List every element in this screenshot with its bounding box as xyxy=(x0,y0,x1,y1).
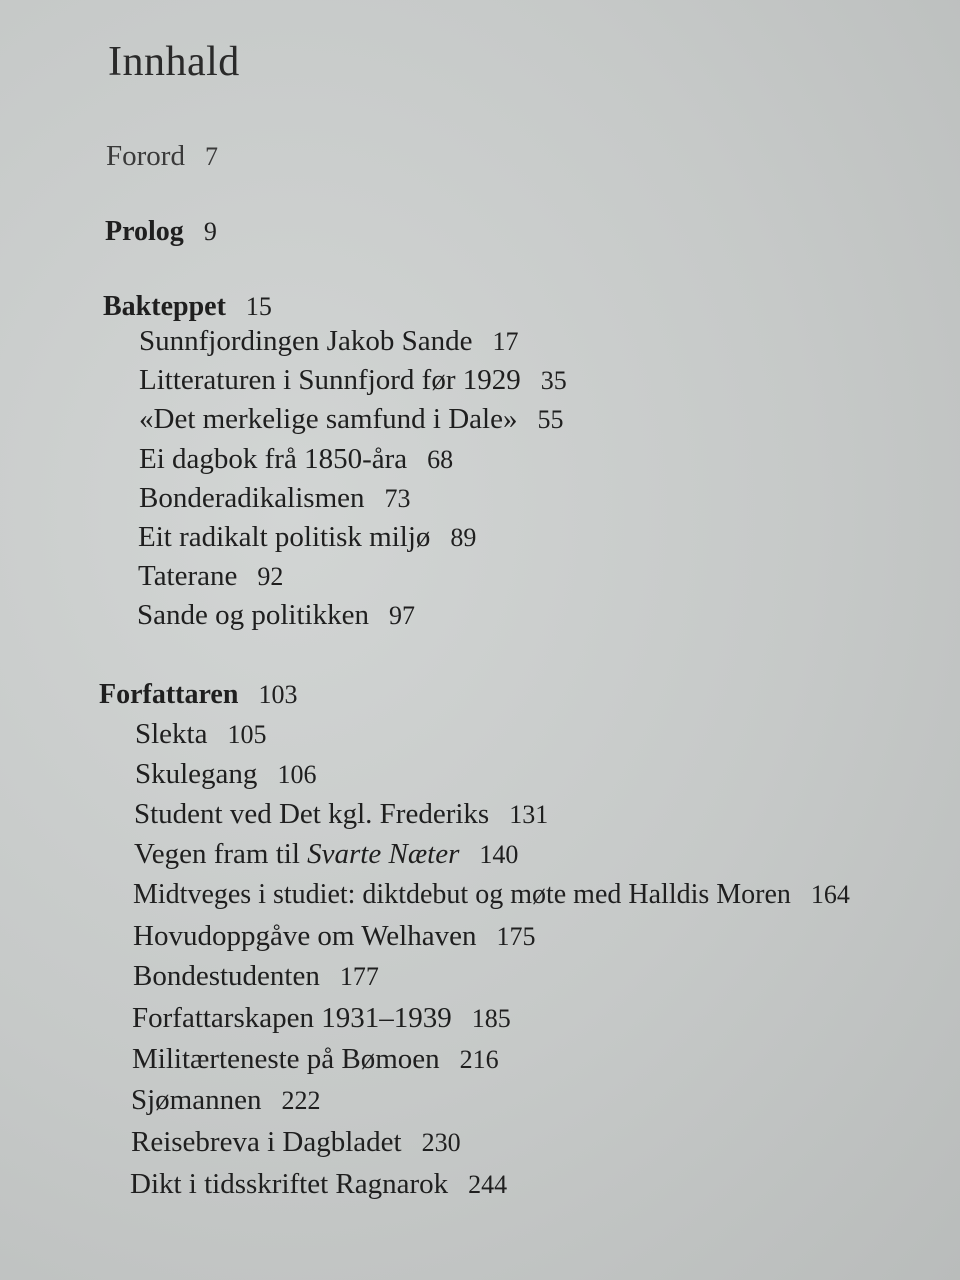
toc-item-label: Hovudoppgåve om Welhaven xyxy=(133,920,477,952)
toc-item xyxy=(134,800,548,829)
toc-item xyxy=(134,840,518,869)
toc-page-number: 7 xyxy=(204,142,218,171)
toc-item xyxy=(133,922,535,951)
toc-item xyxy=(131,1128,461,1157)
toc-item xyxy=(133,962,379,991)
toc-page-number: 222 xyxy=(281,1086,321,1115)
toc-page-number: 17 xyxy=(492,327,519,356)
toc-item xyxy=(139,327,518,356)
toc-section-bakteppet xyxy=(103,293,272,321)
toc-item-label: Sande og politikken xyxy=(137,599,369,631)
toc-item-label: Bondestudenten xyxy=(133,960,320,992)
toc-item xyxy=(137,601,415,630)
toc-section-forfattaren xyxy=(99,681,297,709)
toc-page-number: 175 xyxy=(496,922,536,951)
toc-page-number: 9 xyxy=(203,217,217,246)
toc-item-label: Ei dagbok frå 1850-åra xyxy=(139,443,408,475)
toc-item xyxy=(138,523,476,552)
toc-page-number: 216 xyxy=(459,1045,499,1074)
toc-item xyxy=(139,405,564,434)
toc-page-number: 131 xyxy=(509,800,549,829)
toc-page-number: 103 xyxy=(258,680,298,709)
toc-item-label: «Det merkelige samfund i Dale» xyxy=(139,403,518,435)
toc-item xyxy=(131,1086,321,1115)
toc-section-label: Bakteppet xyxy=(103,291,226,322)
toc-item-label: Student ved Det kgl. Frederiks xyxy=(134,798,490,830)
toc-item-label-prefix: Vegen fram til xyxy=(134,838,308,870)
toc-page-number: 92 xyxy=(257,562,284,591)
toc-item xyxy=(132,1045,499,1074)
toc-page-number: 177 xyxy=(339,962,379,991)
toc-item-label: Reisebreva i Dagbladet xyxy=(131,1126,402,1158)
toc-item xyxy=(139,445,453,474)
toc-item-label: Dikt i tidsskriftet Ragnarok xyxy=(130,1168,449,1200)
toc-item-label: Eit radikalt politisk miljø xyxy=(138,521,431,553)
toc-item xyxy=(138,562,283,591)
toc-section-label: Forfattaren xyxy=(99,679,239,710)
toc-item-label: Sunnfjordingen Jakob Sande xyxy=(139,325,473,357)
toc-entry-forord xyxy=(106,142,218,171)
toc-item xyxy=(130,1170,507,1199)
page-title: Innhald xyxy=(108,39,240,85)
toc-page-number: 35 xyxy=(540,366,567,395)
toc-entry-prolog xyxy=(105,218,217,246)
toc-entry-label: Prolog xyxy=(105,216,184,247)
toc-item xyxy=(133,881,850,909)
toc-page-number: 73 xyxy=(384,484,411,513)
toc-item-label: Slekta xyxy=(135,718,208,750)
toc-page-number: 164 xyxy=(810,880,850,909)
toc-page-number: 68 xyxy=(427,445,454,474)
toc-page-number: 185 xyxy=(471,1004,511,1033)
toc-item xyxy=(135,720,267,749)
toc-item xyxy=(139,366,567,395)
toc-item xyxy=(132,1004,511,1033)
toc-page-number: 105 xyxy=(227,720,267,749)
toc-item xyxy=(135,760,316,789)
toc-item-label: Taterane xyxy=(138,560,238,592)
toc-item-label: Litteraturen i Sunnfjord før 1929 xyxy=(139,364,521,396)
toc-page-number: 230 xyxy=(421,1128,461,1157)
toc-item-label: Forfattarskapen 1931–1939 xyxy=(132,1002,452,1034)
toc-item-label: Skulegang xyxy=(135,758,258,790)
toc-item-label: Midtveges i studiet: diktdebut og møte med Halldis Moren xyxy=(133,879,791,910)
toc-page-number: 55 xyxy=(537,405,564,434)
toc-page-number: 89 xyxy=(450,523,477,552)
toc-entry-label: Forord xyxy=(106,140,185,172)
toc-page-number: 15 xyxy=(245,292,272,321)
toc-item-label: Bonderadikalismen xyxy=(139,482,365,514)
toc-page-number: 244 xyxy=(468,1170,508,1199)
toc-page-number: 97 xyxy=(388,601,415,630)
toc-item-label-italic: Svarte Næter xyxy=(307,838,460,870)
toc-item-label: Militærteneste på Bømoen xyxy=(132,1043,440,1075)
toc-page-number: 106 xyxy=(277,760,317,789)
toc-page-number: 140 xyxy=(479,840,519,869)
toc-item xyxy=(139,484,411,513)
toc-item-label: Sjømannen xyxy=(131,1084,262,1116)
